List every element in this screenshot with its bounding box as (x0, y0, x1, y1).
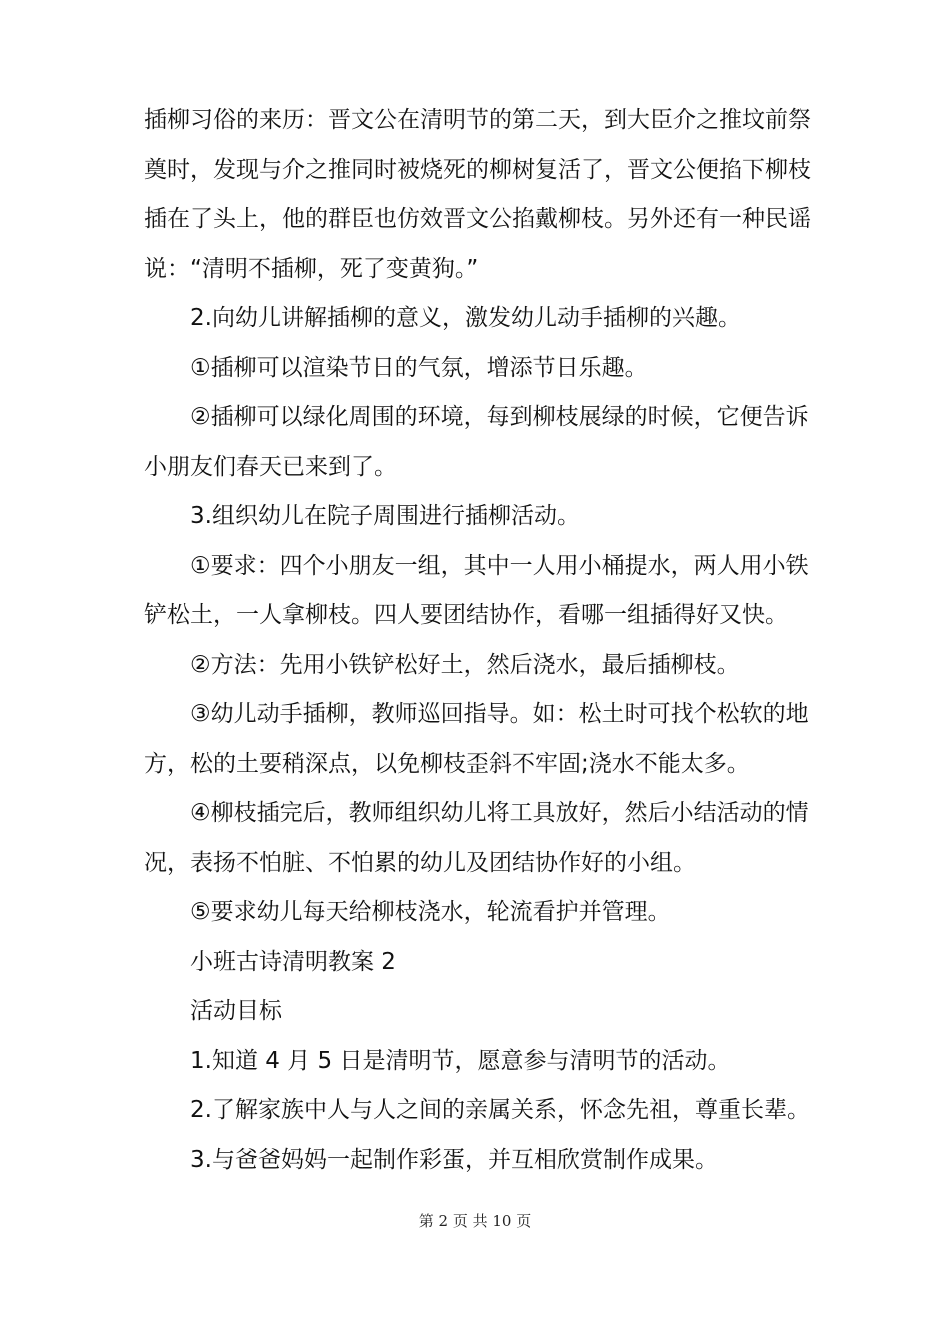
goal-item-1: 1.知道 4 月 5 日是清明节，愿意参与清明节的活动。 (190, 1047, 731, 1074)
goal-item-3: 3.与爸爸妈妈一起制作彩蛋，并互相欣赏制作成果。 (190, 1146, 718, 1173)
section-heading-goals: 活动目标 (190, 998, 282, 1024)
paragraph-step-2: 2.向幼儿讲解插柳的意义，激发幼儿动手插柳的兴趣。 (190, 305, 741, 331)
page-footer: 第 2 页 共 10 页 (418, 1212, 532, 1230)
paragraph-step-3-item-1: ①要求：四个小朋友一组，其中一人用小桶提水，两人用小铁铲松土，一人拿柳枝。四人要团结协作，看哪一组插得好又快。 (144, 552, 809, 628)
paragraph-step-3-item-5: ⑤要求幼儿每天给柳枝浇水，轮流看护并管理。 (190, 899, 671, 925)
goal-item-2: 2.了解家族中人与人之间的亲属关系，怀念先祖，尊重长辈。 (190, 1097, 810, 1123)
document-body (144, 96, 824, 1185)
paragraph-step-2-item-2: ②插柳可以绿化周围的环境，每到柳枝展绿的时候，它便告诉小朋友们春天已来到了。 (144, 404, 809, 480)
paragraph-step-3: 3.组织幼儿在院子周围进行插柳活动。 (190, 503, 580, 529)
paragraph-step-3-item-4: ④柳枝插完后，教师组织幼儿将工具放好，然后小结活动的情况，表扬不怕脏、不怕累的幼儿及团结协作好的小组。 (144, 800, 809, 876)
paragraph-step-3-item-2: ②方法：先用小铁铲松好土，然后浇水，最后插柳枝。 (190, 651, 740, 678)
paragraph-step-2-item-1: ①插柳可以渲染节日的气氛，增添节日乐趣。 (190, 354, 648, 381)
paragraph-step-3-item-3: ③幼儿动手插柳，教师巡回指导。如：松土时可找个松软的地方，松的土要稍深点，以免柳枝歪斜不牢固;浇水不能太多。 (144, 701, 809, 777)
paragraph-willow-origin: 插柳习俗的来历：晋文公在清明节的第二天，到大臣介之推坟前祭奠时，发现与介之推同时被烧死的柳树复活了，晋文公便掐下柳枝插在了头上，他的群臣也仿效晋文公掐戴柳枝。另外还有一种民谣说：“清明不插柳，死了变黄狗。” (144, 107, 811, 282)
section-heading-lesson-2: 小班古诗清明教案 2 (190, 948, 396, 975)
